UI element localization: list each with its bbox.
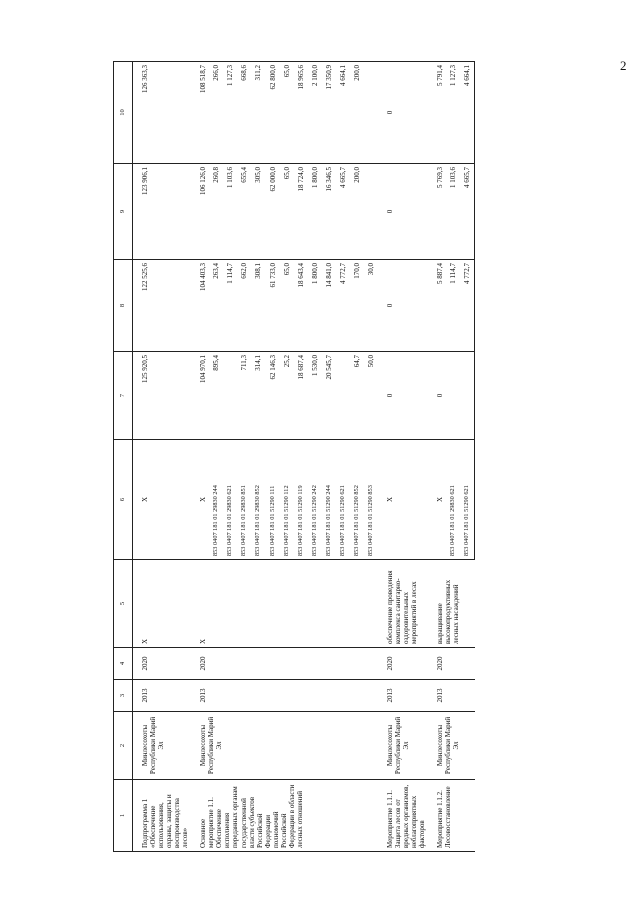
col-header-3: 3	[114, 680, 133, 712]
value-col-7	[446, 352, 460, 440]
executor: Минлесохоты Республики Марий Эл	[428, 712, 475, 780]
value-col-10: 108 518,7	[191, 62, 209, 164]
col-header-10: 10	[114, 62, 133, 164]
value-col-10: 4 664,1	[336, 62, 350, 164]
col-header-8: 8	[114, 260, 133, 352]
executor: Минлесохоты Республики Марий Эл	[191, 712, 378, 780]
value-col-8: 170,0	[350, 260, 364, 352]
value-col-9: 18 724,0	[294, 164, 308, 260]
start-year: 2013	[428, 680, 475, 712]
value-col-8: 5 887,4	[428, 260, 446, 352]
value-col-10	[364, 62, 378, 164]
value-col-7: 0	[378, 352, 428, 440]
expected-result: выращивание высокопродуктивных лесных насаждений	[428, 560, 475, 648]
value-col-10: 18 965,6	[294, 62, 308, 164]
kbk-code: 853 0407 181 01 51290 111	[266, 440, 280, 560]
value-col-8: 14 841,0	[322, 260, 336, 352]
col-header-9: 9	[114, 164, 133, 260]
value-col-9: 1 800,0	[308, 164, 322, 260]
kbk-code: X	[428, 440, 446, 560]
value-col-8: 61 733,0	[266, 260, 280, 352]
value-col-9	[364, 164, 378, 260]
value-col-9: 16 346,5	[322, 164, 336, 260]
value-col-10: 200,0	[350, 62, 364, 164]
value-col-9: 5 769,3	[428, 164, 446, 260]
kbk-code: X	[191, 440, 209, 560]
value-col-9: 62 000,0	[266, 164, 280, 260]
start-year: 2013	[378, 680, 428, 712]
value-col-7	[223, 352, 237, 440]
col-header-1: 1	[114, 780, 133, 852]
kbk-code: 853 0407 181 01 29830 621	[223, 440, 237, 560]
kbk-code: 853 0407 181 01 29830 852	[251, 440, 265, 560]
start-year: 2013	[191, 680, 378, 712]
col-header-7: 7	[114, 352, 133, 440]
value-col-10: 2 100,0	[308, 62, 322, 164]
value-col-10: 126 363,3	[133, 62, 192, 164]
value-col-9: 0	[378, 164, 428, 260]
expected-result: X	[133, 560, 192, 648]
value-col-8: 662,0	[237, 260, 251, 352]
col-header-2: 2	[114, 712, 133, 780]
value-col-10: 17 350,9	[322, 62, 336, 164]
col-header-6: 6	[114, 440, 133, 560]
end-year: 2020	[378, 648, 428, 680]
end-year: 2020	[191, 648, 378, 680]
kbk-code: 853 0407 181 01 51290 119	[294, 440, 308, 560]
value-col-8: 0	[378, 260, 428, 352]
value-col-7: 18 687,4	[294, 352, 308, 440]
table-row	[428, 62, 446, 852]
col-header-4: 4	[114, 648, 133, 680]
value-col-7: 25,2	[280, 352, 294, 440]
value-col-7: 125 920,5	[133, 352, 192, 440]
value-col-10: 668,6	[237, 62, 251, 164]
value-col-10: 0	[378, 62, 428, 164]
value-col-8: 65,0	[280, 260, 294, 352]
value-col-8: 104 403,3	[191, 260, 209, 352]
value-col-10: 266,0	[209, 62, 223, 164]
kbk-code: X	[133, 440, 192, 560]
value-col-7: 711,3	[237, 352, 251, 440]
kbk-code: 853 0407 181 01 51290 621	[336, 440, 350, 560]
value-col-8: 1 800,0	[308, 260, 322, 352]
value-col-8: 122 525,6	[133, 260, 192, 352]
value-col-9: 1 103,6	[223, 164, 237, 260]
value-col-9: 106 126,0	[191, 164, 209, 260]
value-col-9: 305,0	[251, 164, 265, 260]
value-col-10: 4 664,1	[460, 62, 475, 164]
expected-result: X	[191, 560, 378, 648]
kbk-code: 853 0407 181 01 51290 621	[460, 440, 475, 560]
value-col-7: 62 146,3	[266, 352, 280, 440]
expected-result: обеспечение проведения комплекса санитарно-оздоровительных мероприятий в лесах	[378, 560, 428, 648]
kbk-code: 853 0407 181 01 29830 621	[446, 440, 460, 560]
kbk-code: 853 0407 181 01 51290 852	[350, 440, 364, 560]
value-col-9: 260,8	[209, 164, 223, 260]
page-number: 2	[620, 58, 627, 73]
table-row	[191, 62, 209, 852]
end-year: 2020	[133, 648, 192, 680]
activity-name: Мероприятие 1.1.2. Лесовосстановление	[428, 780, 475, 852]
value-col-10: 311,2	[251, 62, 265, 164]
program-table	[113, 62, 573, 852]
table-row	[378, 62, 428, 852]
value-col-10: 1 127,3	[223, 62, 237, 164]
table-row	[133, 62, 192, 852]
value-col-9: 4 665,7	[336, 164, 350, 260]
column-number-row	[114, 62, 133, 852]
start-year: 2013	[133, 680, 192, 712]
value-col-7: 50,0	[364, 352, 378, 440]
value-col-8: 308,1	[251, 260, 265, 352]
value-col-9: 4 665,7	[460, 164, 475, 260]
activity-name: Подпрограмма 1 «Обеспечение использования, охраны, защиты и воспроизводства лесов»	[133, 780, 192, 852]
kbk-code: 853 0407 181 01 51290 112	[280, 440, 294, 560]
value-col-10: 1 127,3	[446, 62, 460, 164]
value-col-7: 104 970,1	[191, 352, 209, 440]
value-col-7: 64,7	[350, 352, 364, 440]
activity-name: Основное мероприятие 1.1. Обеспечение исполнения переданных органам государственной власти субъектов Российской Федерации полномочий Российской Федерации в области лесных отношений	[191, 780, 378, 852]
value-col-8: 4 772,7	[336, 260, 350, 352]
value-col-8: 18 643,4	[294, 260, 308, 352]
value-col-8: 1 114,7	[223, 260, 237, 352]
value-col-8: 4 772,7	[460, 260, 475, 352]
value-col-7	[336, 352, 350, 440]
executor: Минлесохоты Республики Марий Эл	[378, 712, 428, 780]
value-col-8: 263,4	[209, 260, 223, 352]
kbk-code: 853 0407 181 01 51290 244	[322, 440, 336, 560]
value-col-7: 20 545,7	[322, 352, 336, 440]
value-col-9: 655,4	[237, 164, 251, 260]
kbk-code: 853 0407 181 01 51290 242	[308, 440, 322, 560]
value-col-10: 65,0	[280, 62, 294, 164]
value-col-9: 1 103,6	[446, 164, 460, 260]
end-year: 2020	[428, 648, 475, 680]
col-header-5: 5	[114, 560, 133, 648]
value-col-7	[460, 352, 475, 440]
value-col-7: 314,1	[251, 352, 265, 440]
value-col-7: 0	[428, 352, 446, 440]
kbk-code: 853 0407 181 01 51290 853	[364, 440, 378, 560]
value-col-7: 895,4	[209, 352, 223, 440]
value-col-10: 5 791,4	[428, 62, 446, 164]
value-col-8: 1 114,7	[446, 260, 460, 352]
executor: Минлесохоты Республики Марий Эл	[133, 712, 192, 780]
value-col-7: 1 530,0	[308, 352, 322, 440]
activity-name: Мероприятие 1.1.1. Защита лесов от вредных организмов, неблагоприятных факторов	[378, 780, 428, 852]
kbk-code: X	[378, 440, 428, 560]
funding-table	[113, 61, 475, 852]
kbk-code: 853 0407 181 01 29830 244	[209, 440, 223, 560]
value-col-8: 30,0	[364, 260, 378, 352]
kbk-code: 853 0407 181 01 29830 851	[237, 440, 251, 560]
value-col-10: 62 800,0	[266, 62, 280, 164]
value-col-9: 65,0	[280, 164, 294, 260]
value-col-9: 200,0	[350, 164, 364, 260]
value-col-9: 123 906,1	[133, 164, 192, 260]
